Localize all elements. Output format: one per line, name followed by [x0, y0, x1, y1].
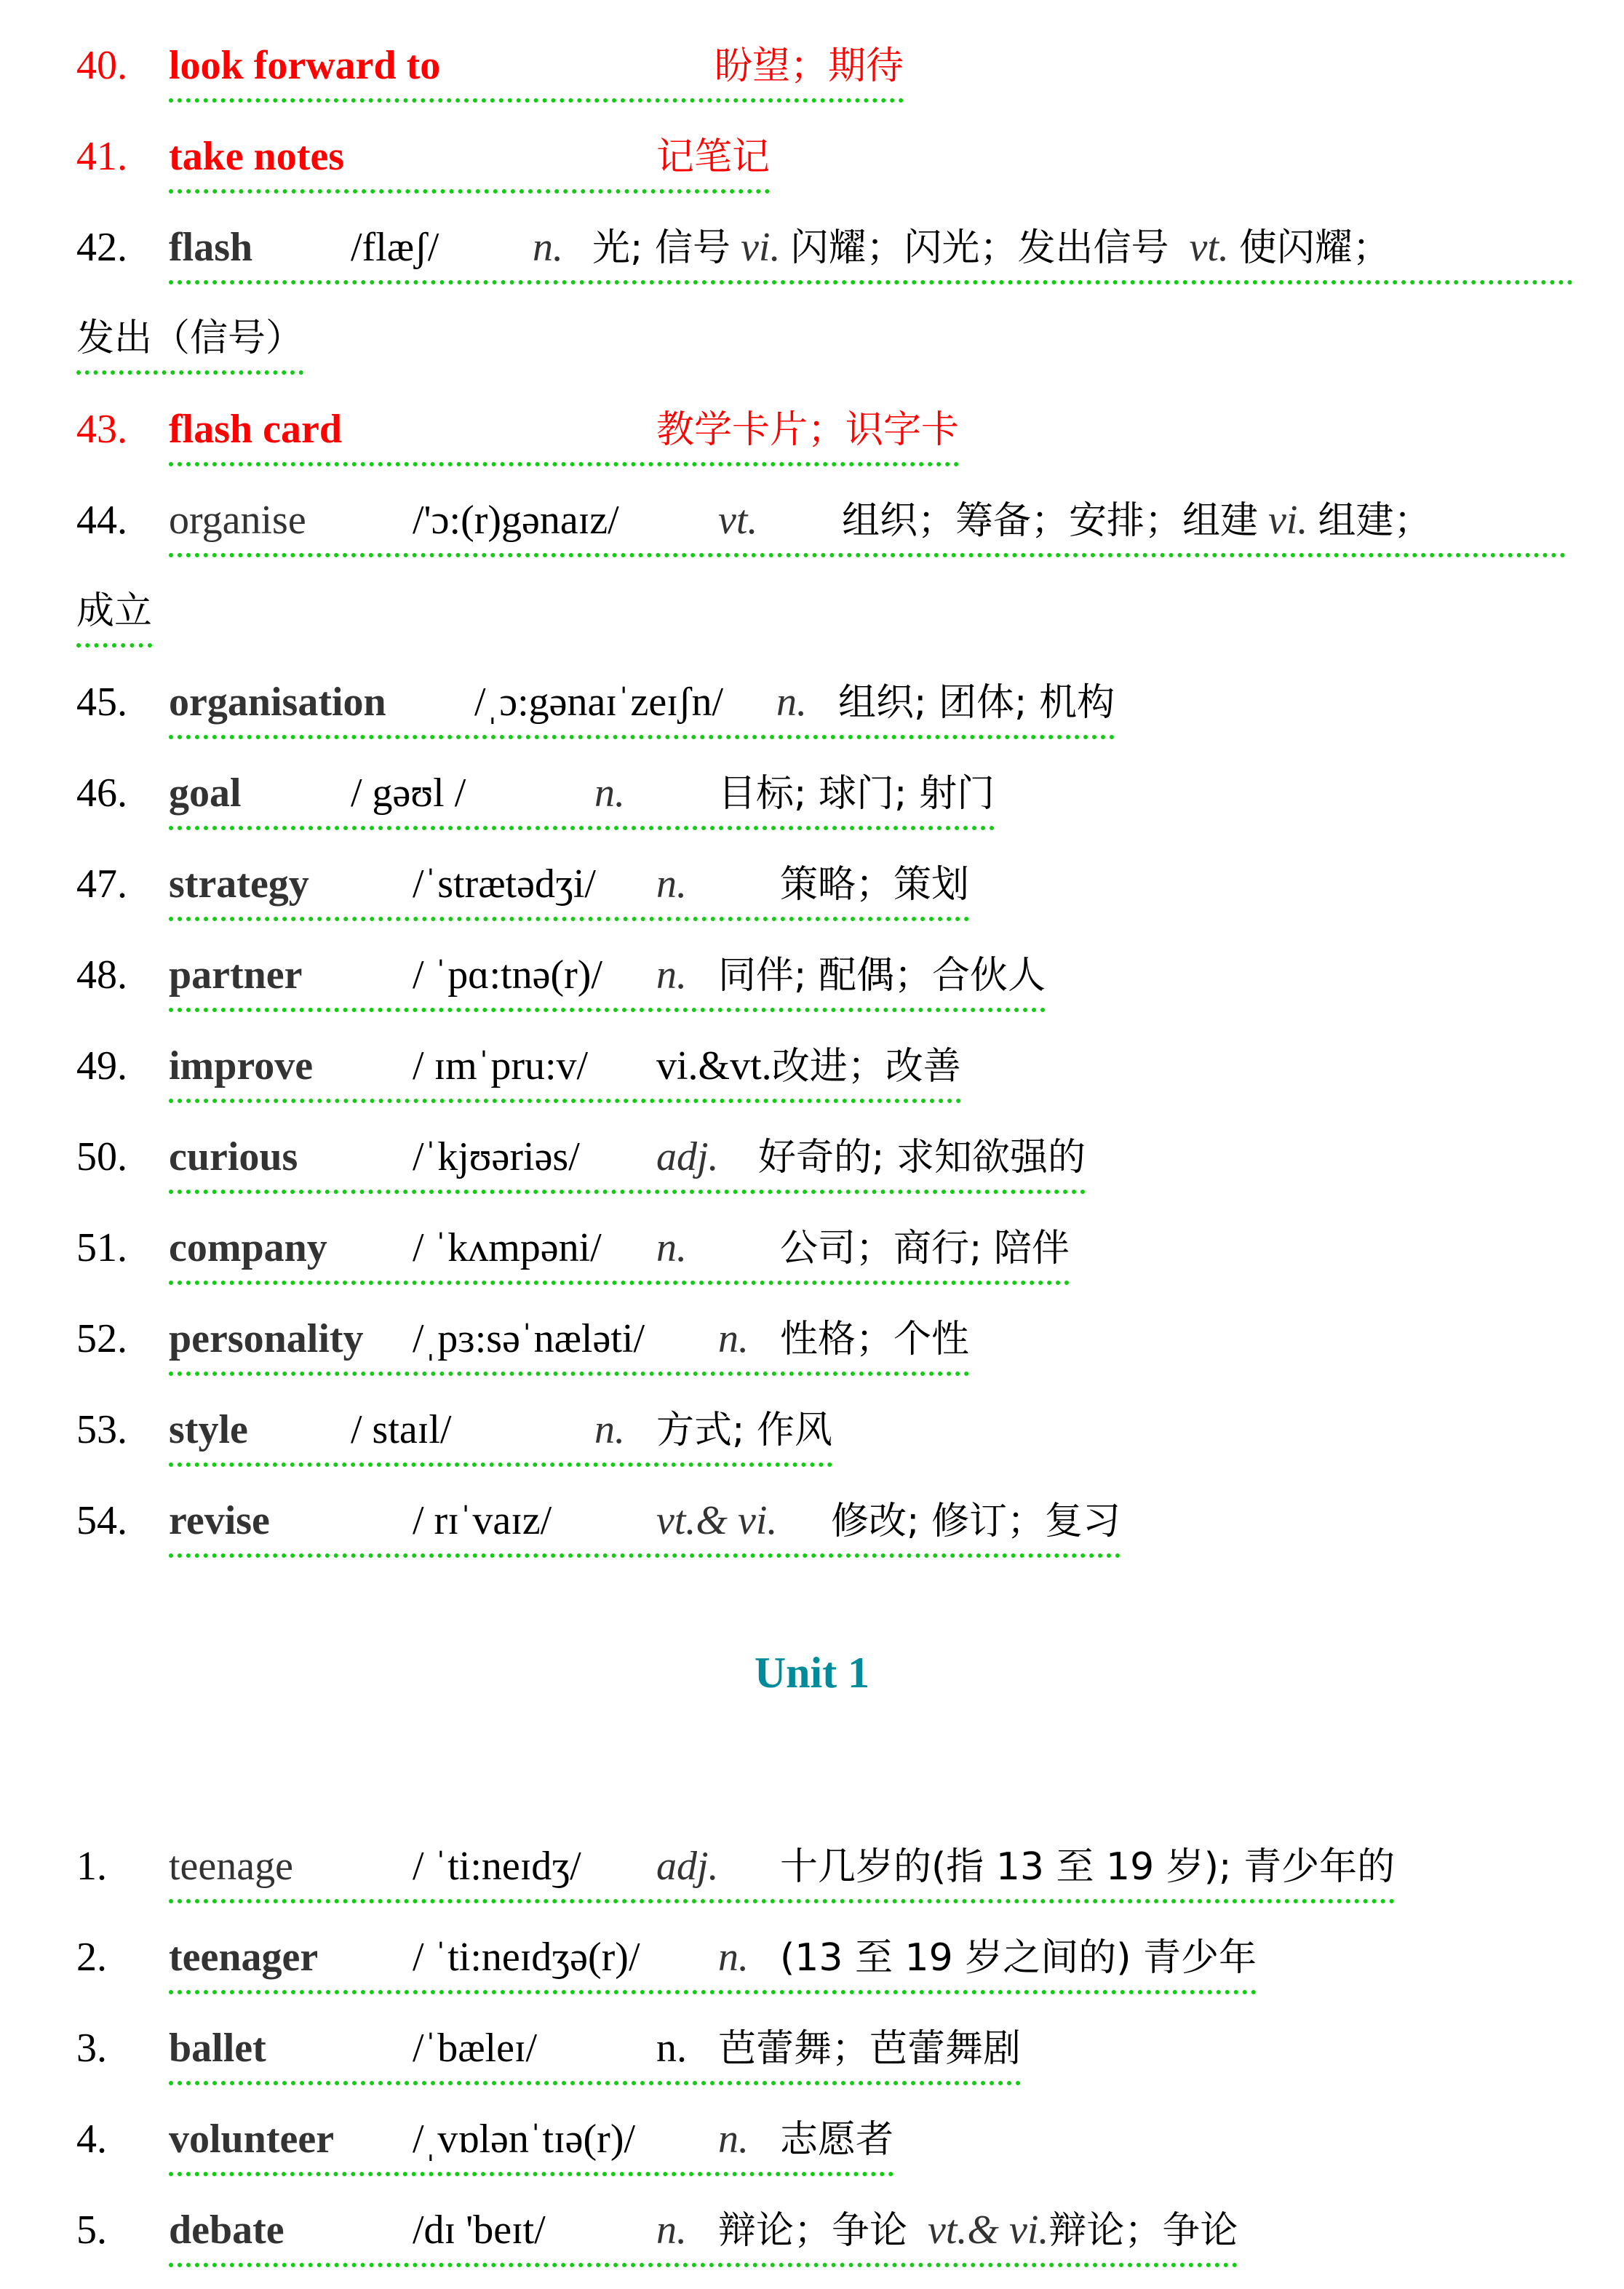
entry-definition: 盼望；期待 [715, 44, 904, 88]
entry-line [169, 764, 995, 830]
entry-number: 2. [76, 1935, 107, 1980]
entry-word: goal [169, 771, 242, 816]
entry-line [169, 1037, 961, 1103]
entry-word: teenage [169, 1844, 293, 1889]
entry-pronunciation: / ˈti:neɪdʒ/ [413, 1844, 581, 1889]
entry-number: 54. [76, 1498, 127, 1543]
entry-part-of-speech: n. [718, 1316, 749, 1361]
entry-word: improve [169, 1043, 314, 1088]
entry-word: partner [169, 952, 303, 998]
entry-line [169, 1492, 1121, 1558]
entry-part-of-speech-3: vt. [1189, 225, 1229, 270]
entry-word: flash [169, 225, 253, 270]
entry-line [169, 2019, 1021, 2085]
entry-word: organise [169, 498, 306, 543]
entry-pronunciation: / ˈkʌmpəni/ [413, 1225, 602, 1270]
entry-definition: 目标; 球门; 射门 [718, 772, 995, 816]
entry-line [169, 491, 1566, 557]
entry-number: 42. [76, 225, 127, 270]
entry-definition: 志愿者 [780, 2118, 894, 2162]
entry-definition: 改进；改善 [771, 1045, 961, 1088]
entry-number: 44. [76, 498, 127, 543]
entry-pronunciation: /ˈkjʊəriəs/ [413, 1134, 580, 1179]
entry-pronunciation: / ɪmˈpru:v/ [413, 1043, 589, 1088]
entry-number: 53. [76, 1407, 127, 1452]
entry-definition: 组织; 团体; 机构 [838, 681, 1115, 725]
entry-definition: 方式; 作风 [656, 1409, 833, 1452]
entry-word: revise [169, 1498, 270, 1543]
entry-pronunciation: /dɪ 'beɪt/ [413, 2208, 546, 2253]
entry-line [169, 855, 969, 921]
entry-word: organisation [169, 680, 386, 725]
entry-part-of-speech: n. [594, 771, 625, 816]
entry-definition-2: 组建； [1318, 499, 1432, 543]
entry-number: 45. [76, 680, 127, 725]
entry-definition-2: 闪耀；闪光；发出信号 [790, 226, 1169, 270]
entry-definition: 十几岁的(指 13 至 19 岁); 青少年的 [780, 1845, 1396, 1889]
entry-part-of-speech: adj. [656, 1134, 719, 1179]
entry-number: 40. [76, 43, 127, 88]
entry-pronunciation: /ˈstrætədʒi/ [413, 861, 596, 907]
entry-pronunciation: /'ɔ:(r)gənaɪz/ [413, 498, 619, 543]
entry-line [169, 1310, 969, 1376]
entry-part-of-speech: vt.& vi. [656, 1498, 778, 1543]
entry-number: 46. [76, 771, 127, 816]
entry-number: 48. [76, 952, 127, 998]
entry-part-of-speech: n. [718, 2117, 749, 2162]
entry-line [169, 218, 1573, 284]
entry-number: 41. [76, 134, 127, 179]
entry-word: curious [169, 1134, 298, 1179]
entry-number: 50. [76, 1134, 127, 1179]
entry-part-of-speech: n. [776, 680, 807, 725]
entry-part-of-speech: n. [656, 2026, 687, 2071]
entry-line [169, 1928, 1257, 1994]
entry-number: 47. [76, 861, 127, 907]
entry-continuation: 成立 [76, 582, 152, 648]
entry-definition-2: 辩论；争论 [1048, 2209, 1238, 2253]
entry-definition: 同伴; 配偶；合伙人 [718, 954, 1046, 998]
entry-definition: 组织；筹备；安排；组建 [842, 499, 1259, 543]
entry-line [169, 2201, 1238, 2267]
entry-part-of-speech: vi.&vt. [656, 1043, 772, 1088]
entry-word: ballet [169, 2026, 266, 2071]
entry-word: strategy [169, 861, 309, 907]
entry-definition: 好奇的; 求知欲强的 [758, 1136, 1086, 1179]
entry-part-of-speech: n. [656, 1225, 687, 1270]
entry-pronunciation: / ˈpɑ:tnə(r)/ [413, 952, 602, 998]
entry-number: 3. [76, 2026, 107, 2071]
entry-word: personality [169, 1316, 364, 1361]
entry-word: take notes [169, 134, 345, 179]
entry-number: 5. [76, 2208, 107, 2253]
entry-pronunciation: /ˌpɜ:səˈnæləti/ [413, 1316, 645, 1361]
entry-definition: 教学卡片；识字卡 [656, 408, 960, 452]
entry-part-of-speech: vt. [718, 498, 758, 543]
entry-line [169, 1837, 1395, 1903]
entry-definition-3: 使闪耀； [1238, 226, 1390, 270]
entry-word: volunteer [169, 2117, 335, 2162]
entry-part-of-speech: n. [656, 2208, 687, 2253]
entry-line [169, 36, 904, 103]
entry-line [169, 400, 959, 466]
entry-number: 1. [76, 1844, 107, 1889]
entry-definition: 辩论；争论 [718, 2209, 908, 2253]
unit-title: Unit 1 [754, 1649, 870, 1697]
entry-number: 49. [76, 1043, 127, 1088]
entry-word: look forward to [169, 43, 441, 88]
entry-pronunciation: /ˌɔ:gənaɪˈzeɪʃn/ [474, 680, 724, 725]
entry-pronunciation: /ˈbæleɪ/ [413, 2026, 538, 2071]
entry-line [169, 946, 1046, 1012]
entry-line [169, 1128, 1086, 1194]
entry-number: 52. [76, 1316, 127, 1361]
entry-part-of-speech-2: vt.& vi. [928, 2208, 1049, 2253]
entry-pronunciation: / gəʊl / [351, 771, 466, 816]
entry-definition: 光; 信号 [592, 226, 731, 270]
entry-definition: 公司；商行; 陪伴 [780, 1227, 1070, 1270]
entry-number: 43. [76, 407, 127, 452]
entry-number: 51. [76, 1225, 127, 1270]
entry-definition: 芭蕾舞；芭蕾舞剧 [718, 2027, 1022, 2071]
entry-pronunciation: /flæʃ/ [351, 225, 439, 270]
entry-pronunciation: /ˌvɒlənˈtɪə(r)/ [413, 2117, 636, 2162]
entry-pronunciation: / staɪl/ [351, 1407, 452, 1452]
entry-part-of-speech: n. [718, 1935, 749, 1980]
entry-continuation: 发出（信号） [76, 309, 303, 375]
entry-part-of-speech: n. [656, 861, 687, 907]
entry-pronunciation: / ˈti:neɪdʒə(r)/ [413, 1935, 640, 1980]
entry-word: debate [169, 2208, 284, 2253]
entry-word: style [169, 1407, 248, 1452]
entry-definition: 性格；个性 [780, 1318, 970, 1361]
entry-line [169, 1219, 1070, 1285]
entry-word: flash card [169, 407, 342, 452]
entry-pronunciation: / rɪˈvaɪz/ [413, 1498, 552, 1543]
entry-line [169, 2110, 893, 2176]
entry-part-of-speech: n. [656, 952, 687, 998]
entry-word: teenager [169, 1935, 319, 1980]
entry-part-of-speech-2: vi. [741, 225, 781, 270]
entry-part-of-speech-2: vi. [1268, 498, 1308, 543]
entry-definition: (13 至 19 岁之间的) 青少年 [780, 1936, 1257, 1980]
entry-line [169, 127, 770, 194]
entry-line [169, 1401, 832, 1467]
entry-part-of-speech: n. [594, 1407, 625, 1452]
entry-number: 4. [76, 2117, 107, 2162]
entry-line [169, 673, 1115, 739]
entry-word: company [169, 1225, 327, 1270]
entry-definition: 策略；策划 [780, 863, 970, 907]
entry-part-of-speech: adj. [656, 1844, 719, 1889]
entry-part-of-speech: n. [533, 225, 563, 270]
entry-definition: 记笔记 [656, 135, 771, 179]
entry-definition: 修改; 修订；复习 [831, 1500, 1121, 1543]
